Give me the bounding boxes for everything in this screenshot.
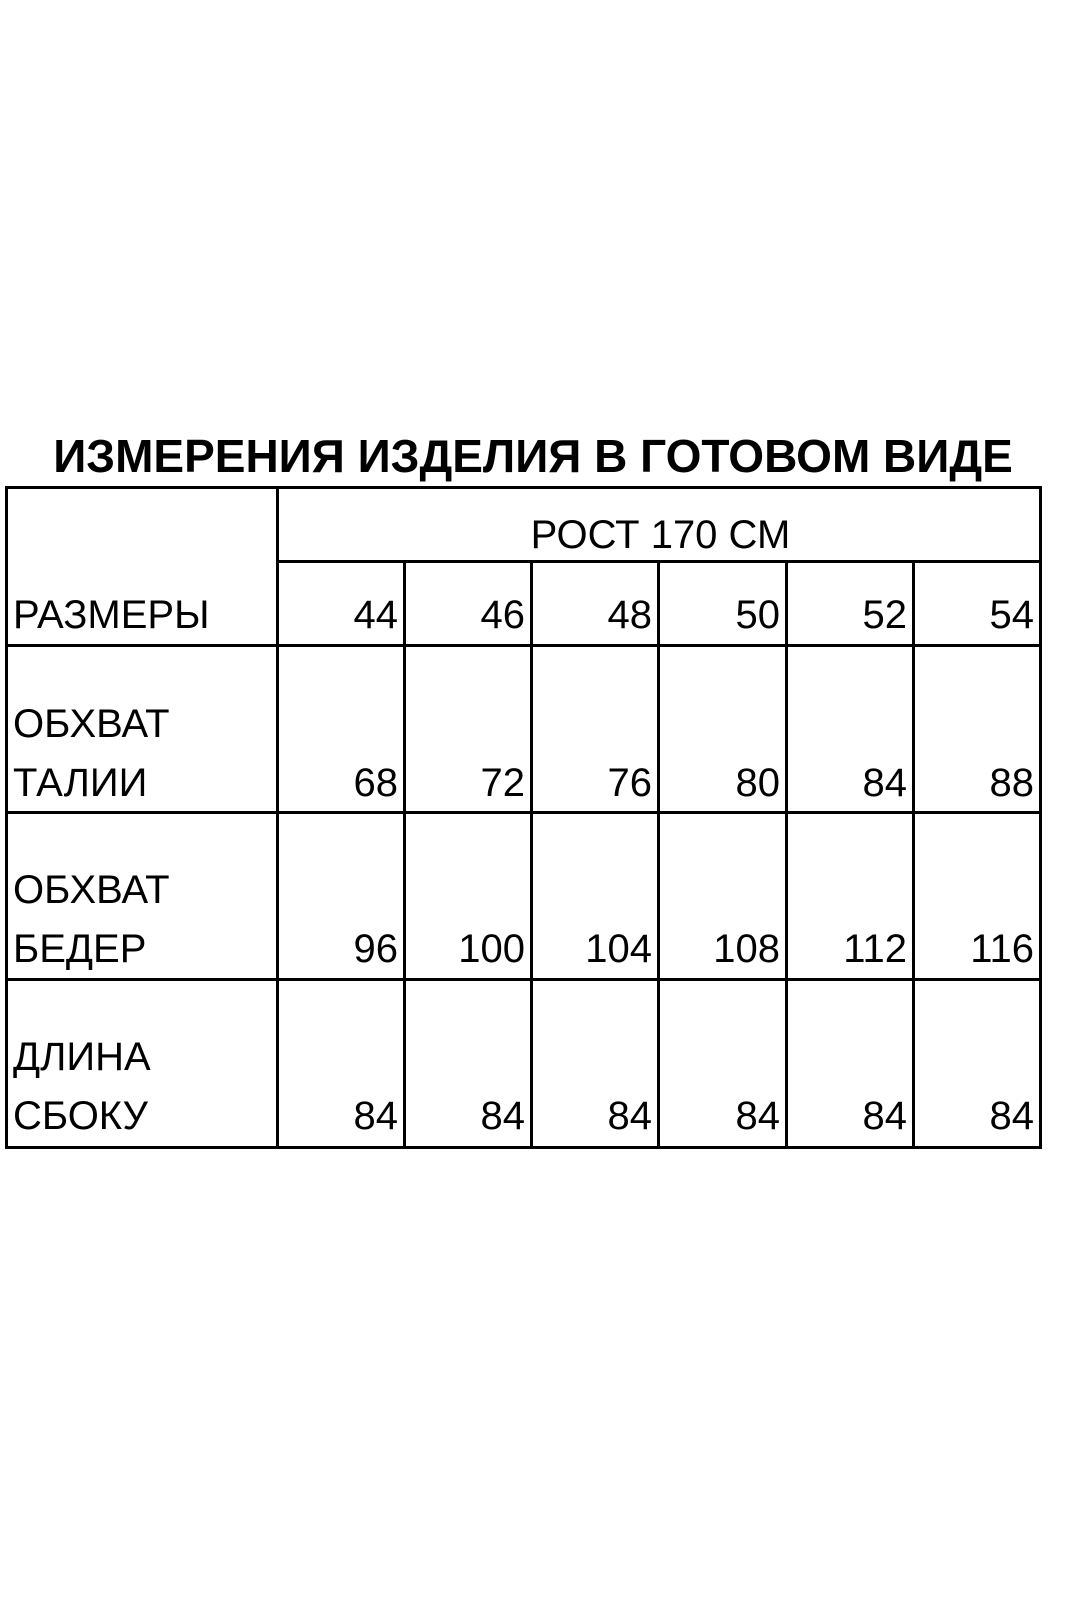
table-border-left (5, 486, 8, 1149)
size-50: 50 (735, 593, 780, 637)
size-54: 54 (989, 593, 1034, 637)
hips-value: 104 (585, 927, 652, 971)
row-label-side-length-line2: СБОКУ (13, 1094, 148, 1138)
column-divider-2 (530, 561, 533, 1149)
hips-value: 108 (713, 927, 780, 971)
waist-value: 72 (480, 761, 525, 805)
row-label-sizes: РАЗМЕРЫ (13, 593, 210, 637)
height-header: РОСТ 170 СМ (530, 513, 791, 557)
hips-value: 116 (970, 927, 1034, 971)
row-label-hips-line2: БЕДЕР (13, 927, 147, 971)
size-44: 44 (353, 593, 398, 637)
side-length-value: 84 (353, 1094, 398, 1138)
side-length-value: 84 (862, 1094, 907, 1138)
waist-value: 84 (862, 761, 907, 805)
size-table (5, 486, 1042, 1149)
page-title: ИЗМЕРЕНИЯ ИЗДЕЛИЯ В ГОТОВОМ ВИДЕ (53, 430, 1013, 482)
waist-value: 88 (989, 761, 1034, 805)
label-column-divider (276, 486, 279, 1149)
side-length-value: 84 (735, 1094, 780, 1138)
column-divider-3 (657, 561, 660, 1149)
hips-value: 112 (843, 927, 907, 971)
side-length-value: 84 (607, 1094, 652, 1138)
side-length-value: 84 (989, 1094, 1034, 1138)
row-divider-3 (5, 978, 1042, 981)
size-52: 52 (862, 593, 907, 637)
size-46: 46 (480, 593, 525, 637)
row-label-waist-line1: ОБХВАТ (13, 702, 170, 746)
side-length-value: 84 (480, 1094, 525, 1138)
row-label-hips-line1: ОБХВАТ (13, 868, 170, 912)
waist-value: 68 (353, 761, 398, 805)
column-divider-4 (785, 561, 788, 1149)
table-border-bottom (5, 1146, 1042, 1149)
hips-value: 96 (353, 927, 398, 971)
row-label-waist-line2: ТАЛИИ (13, 761, 148, 805)
row-label-side-length-line1: ДЛИНА (13, 1035, 151, 1079)
column-divider-1 (403, 561, 406, 1149)
table-border-right (1039, 486, 1042, 1149)
column-divider-5 (912, 561, 915, 1149)
hips-value: 100 (458, 927, 525, 971)
size-48: 48 (607, 593, 652, 637)
table-border-top (5, 486, 1042, 489)
row-divider-1 (5, 644, 1042, 647)
waist-value: 76 (607, 761, 652, 805)
waist-value: 80 (735, 761, 780, 805)
